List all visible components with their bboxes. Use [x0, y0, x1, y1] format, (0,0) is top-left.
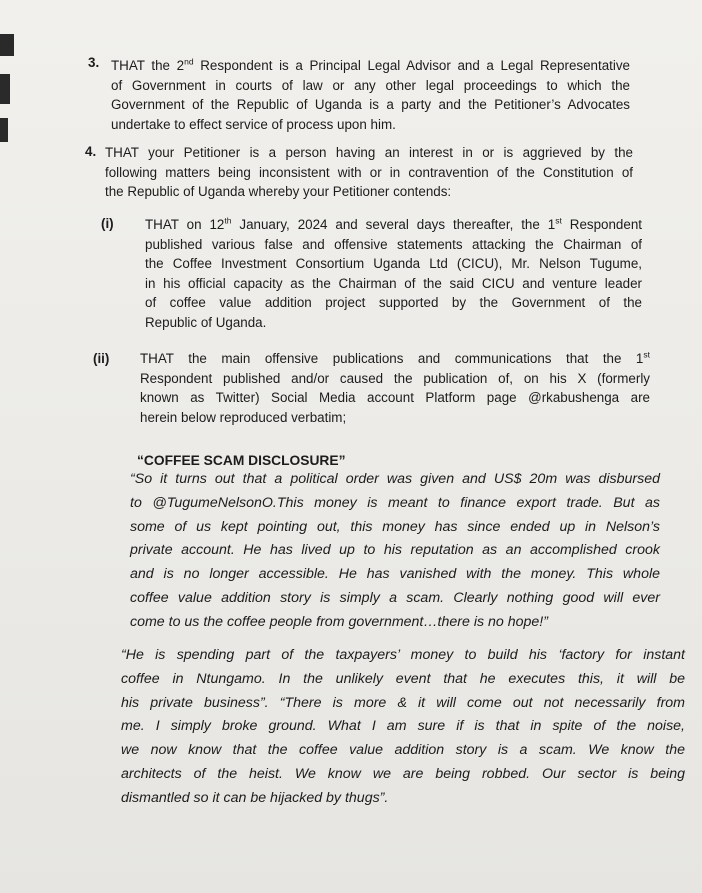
- text-line: to @TugumeNelsonO.This money is meant to finance export trade. But as: [130, 494, 660, 511]
- text-line: herein below reproduced verbatim;: [140, 409, 347, 425]
- text-line: “He is spending part of the taxpayers’ money to build his ‘factory for instant: [121, 647, 685, 663]
- binding-mark: [0, 74, 10, 104]
- quote-title: “COFFEE SCAM DISCLOSURE”: [137, 453, 346, 468]
- text-line: published various false and offensive statements attacking the Chairman of: [145, 236, 642, 252]
- text-line: known as Twitter) Social Media account Platform page @rkabushenga are: [140, 390, 650, 406]
- text-line: undertake to effect service of process upon him.: [111, 116, 396, 132]
- text-line: of coffee value addition project supported by the Government of the: [145, 295, 642, 311]
- text-line: dismantled so it can be hijacked by thugs”.: [121, 789, 389, 806]
- item-i-text: [145, 215, 642, 333]
- text-line: the Coffee Investment Consortium Uganda Ltd (CICU), Mr. Nelson Tugume,: [145, 256, 642, 272]
- text-line: THAT on 12th January, 2024 and several days thereafter, the 1st Respondent: [145, 215, 642, 232]
- text-line: coffee value addition story is simply a scam. Clearly nothing good will ever: [130, 589, 660, 606]
- paragraph-4: [105, 143, 633, 202]
- text-line: his private business”. “There is more & it will come out not necessarily from: [121, 694, 685, 711]
- text-line: private account. He has lived up to his reputation as an accomplished crook: [130, 542, 660, 559]
- text-line: architects of the heist. We know we are being robbed. Our sector is being: [121, 765, 685, 782]
- item-label: (ii): [93, 351, 110, 366]
- text-line: “So it turns out that a political order was given and US$ 20m was disbursed: [130, 471, 660, 487]
- text-line: THAT the main offensive publications and communications that the 1st: [140, 349, 650, 366]
- quote-block-2: [121, 644, 685, 811]
- text-line: we now know that the coffee value addition story is a scam. We know the: [121, 742, 685, 759]
- paragraph-3: [111, 56, 630, 134]
- text-line: and is no longer accessible. He has vanished with the money. This whole: [130, 566, 660, 583]
- quote-block-1: [130, 468, 660, 635]
- binding-mark: [0, 118, 8, 142]
- text-line: come to us the coffee people from government…there is no hope!”: [130, 613, 548, 630]
- text-line: the Republic of Uganda whereby your Petitioner contends:: [105, 184, 452, 200]
- text-line: Government of the Republic of Uganda is a party and the Petitioner’s Advocates: [111, 97, 630, 113]
- text-line: THAT the 2nd Respondent is a Principal Legal Advisor and a Legal Representative: [111, 56, 631, 73]
- paragraph-number: 4.: [85, 144, 97, 159]
- item-ii-text: [140, 349, 650, 427]
- text-line: of Government in courts of law or any other legal proceedings to which the: [111, 77, 630, 93]
- text-line: in his official capacity as the Chairman of the said CICU and venture leader: [145, 275, 642, 291]
- text-line: Respondent published and/or caused the publication of, on his X (formerly: [140, 370, 650, 386]
- text-line: Republic of Uganda.: [145, 314, 267, 330]
- paragraph-number: 3.: [88, 55, 100, 70]
- text-line: some of us kept pointing out, this money has since ended up in Nelson’s: [130, 518, 660, 535]
- binding-mark: [0, 34, 14, 56]
- text-line: THAT your Petitioner is a person having an interest in or is aggrieved by the: [105, 145, 633, 160]
- text-line: coffee in Ntungamo. In the unlikely event that he executes this, it will be: [121, 670, 685, 687]
- item-label: (i): [101, 216, 114, 231]
- text-line: following matters being inconsistent with or in contravention of the Constitution of: [105, 164, 633, 180]
- text-line: me. I simply broke ground. What I am sure if is that in spite of the noise,: [121, 718, 685, 735]
